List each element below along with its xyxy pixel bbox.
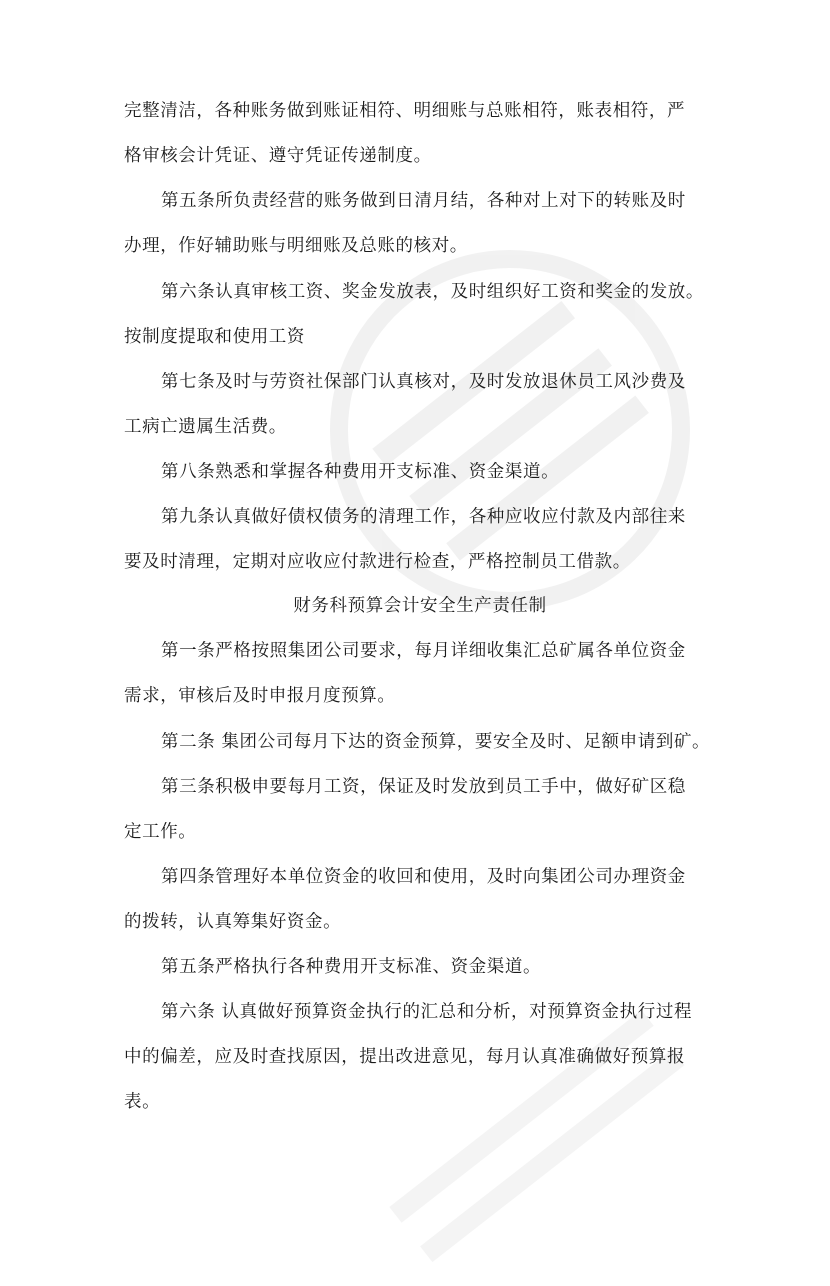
article-9-line: 第九条认真做好债权债务的清理工作，各种应收应付款及内部往来	[161, 507, 686, 527]
paragraph-line: 的拨转，认真筹集好资金。	[124, 912, 342, 932]
section-heading: 财务科预算会计安全生产责任制	[293, 596, 547, 616]
article-8-line: 第八条熟悉和掌握各种费用开支标准、资金渠道。	[161, 462, 560, 482]
paragraph-line: 格审核会计凭证、遵守凭证传递制度。	[124, 146, 432, 166]
watermark-logo-bottom	[377, 994, 703, 1286]
article-5-line: 第五条所负责经营的账务做到日清月结，各种对上对下的转账及时	[161, 191, 686, 211]
paragraph-line: 要及时清理，定期对应收应付款进行检查，严格控制员工借款。	[124, 552, 631, 572]
paragraph-line: 完整清洁，各种账务做到账证相符、明细账与总账相符，账表相符，严	[124, 101, 686, 121]
paragraph-line: 中的偏差，应及时查找原因，提出改进意见，每月认真准确做好预算报	[124, 1047, 686, 1067]
paragraph-line: 表。	[124, 1092, 161, 1112]
budget-article-6-line: 第六条 认真做好预算资金执行的汇总和分析，对预算资金执行过程	[161, 1002, 693, 1022]
paragraph-line: 需求，审核后及时申报月度预算。	[124, 686, 396, 706]
paragraph-line: 办理，作好辅助账与明细账及总账的核对。	[124, 236, 468, 256]
paragraph-line: 按制度提取和使用工资	[124, 327, 305, 347]
article-6-line: 第六条认真审核工资、奖金发放表，及时组织好工资和奖金的发放。	[161, 282, 704, 302]
budget-article-4-line: 第四条管理好本单位资金的收回和使用，及时向集团公司办理资金	[161, 867, 686, 887]
budget-article-3-line: 第三条积极申要每月工资，保证及时发放到员工手中，做好矿区稳	[161, 777, 686, 797]
budget-article-2-line: 第二条 集团公司每月下达的资金预算，要安全及时、足额申请到矿。	[161, 732, 711, 752]
budget-article-1-line: 第一条严格按照集团公司要求，每月详细收集汇总矿属各单位资金	[161, 641, 686, 661]
paragraph-line: 定工作。	[124, 822, 197, 842]
paragraph-line: 工病亡遗属生活费。	[124, 417, 287, 437]
budget-article-5-line: 第五条严格执行各种费用开支标准、资金渠道。	[161, 957, 542, 977]
article-7-line: 第七条及时与劳资社保部门认真核对，及时发放退休员工风沙费及	[161, 372, 686, 392]
